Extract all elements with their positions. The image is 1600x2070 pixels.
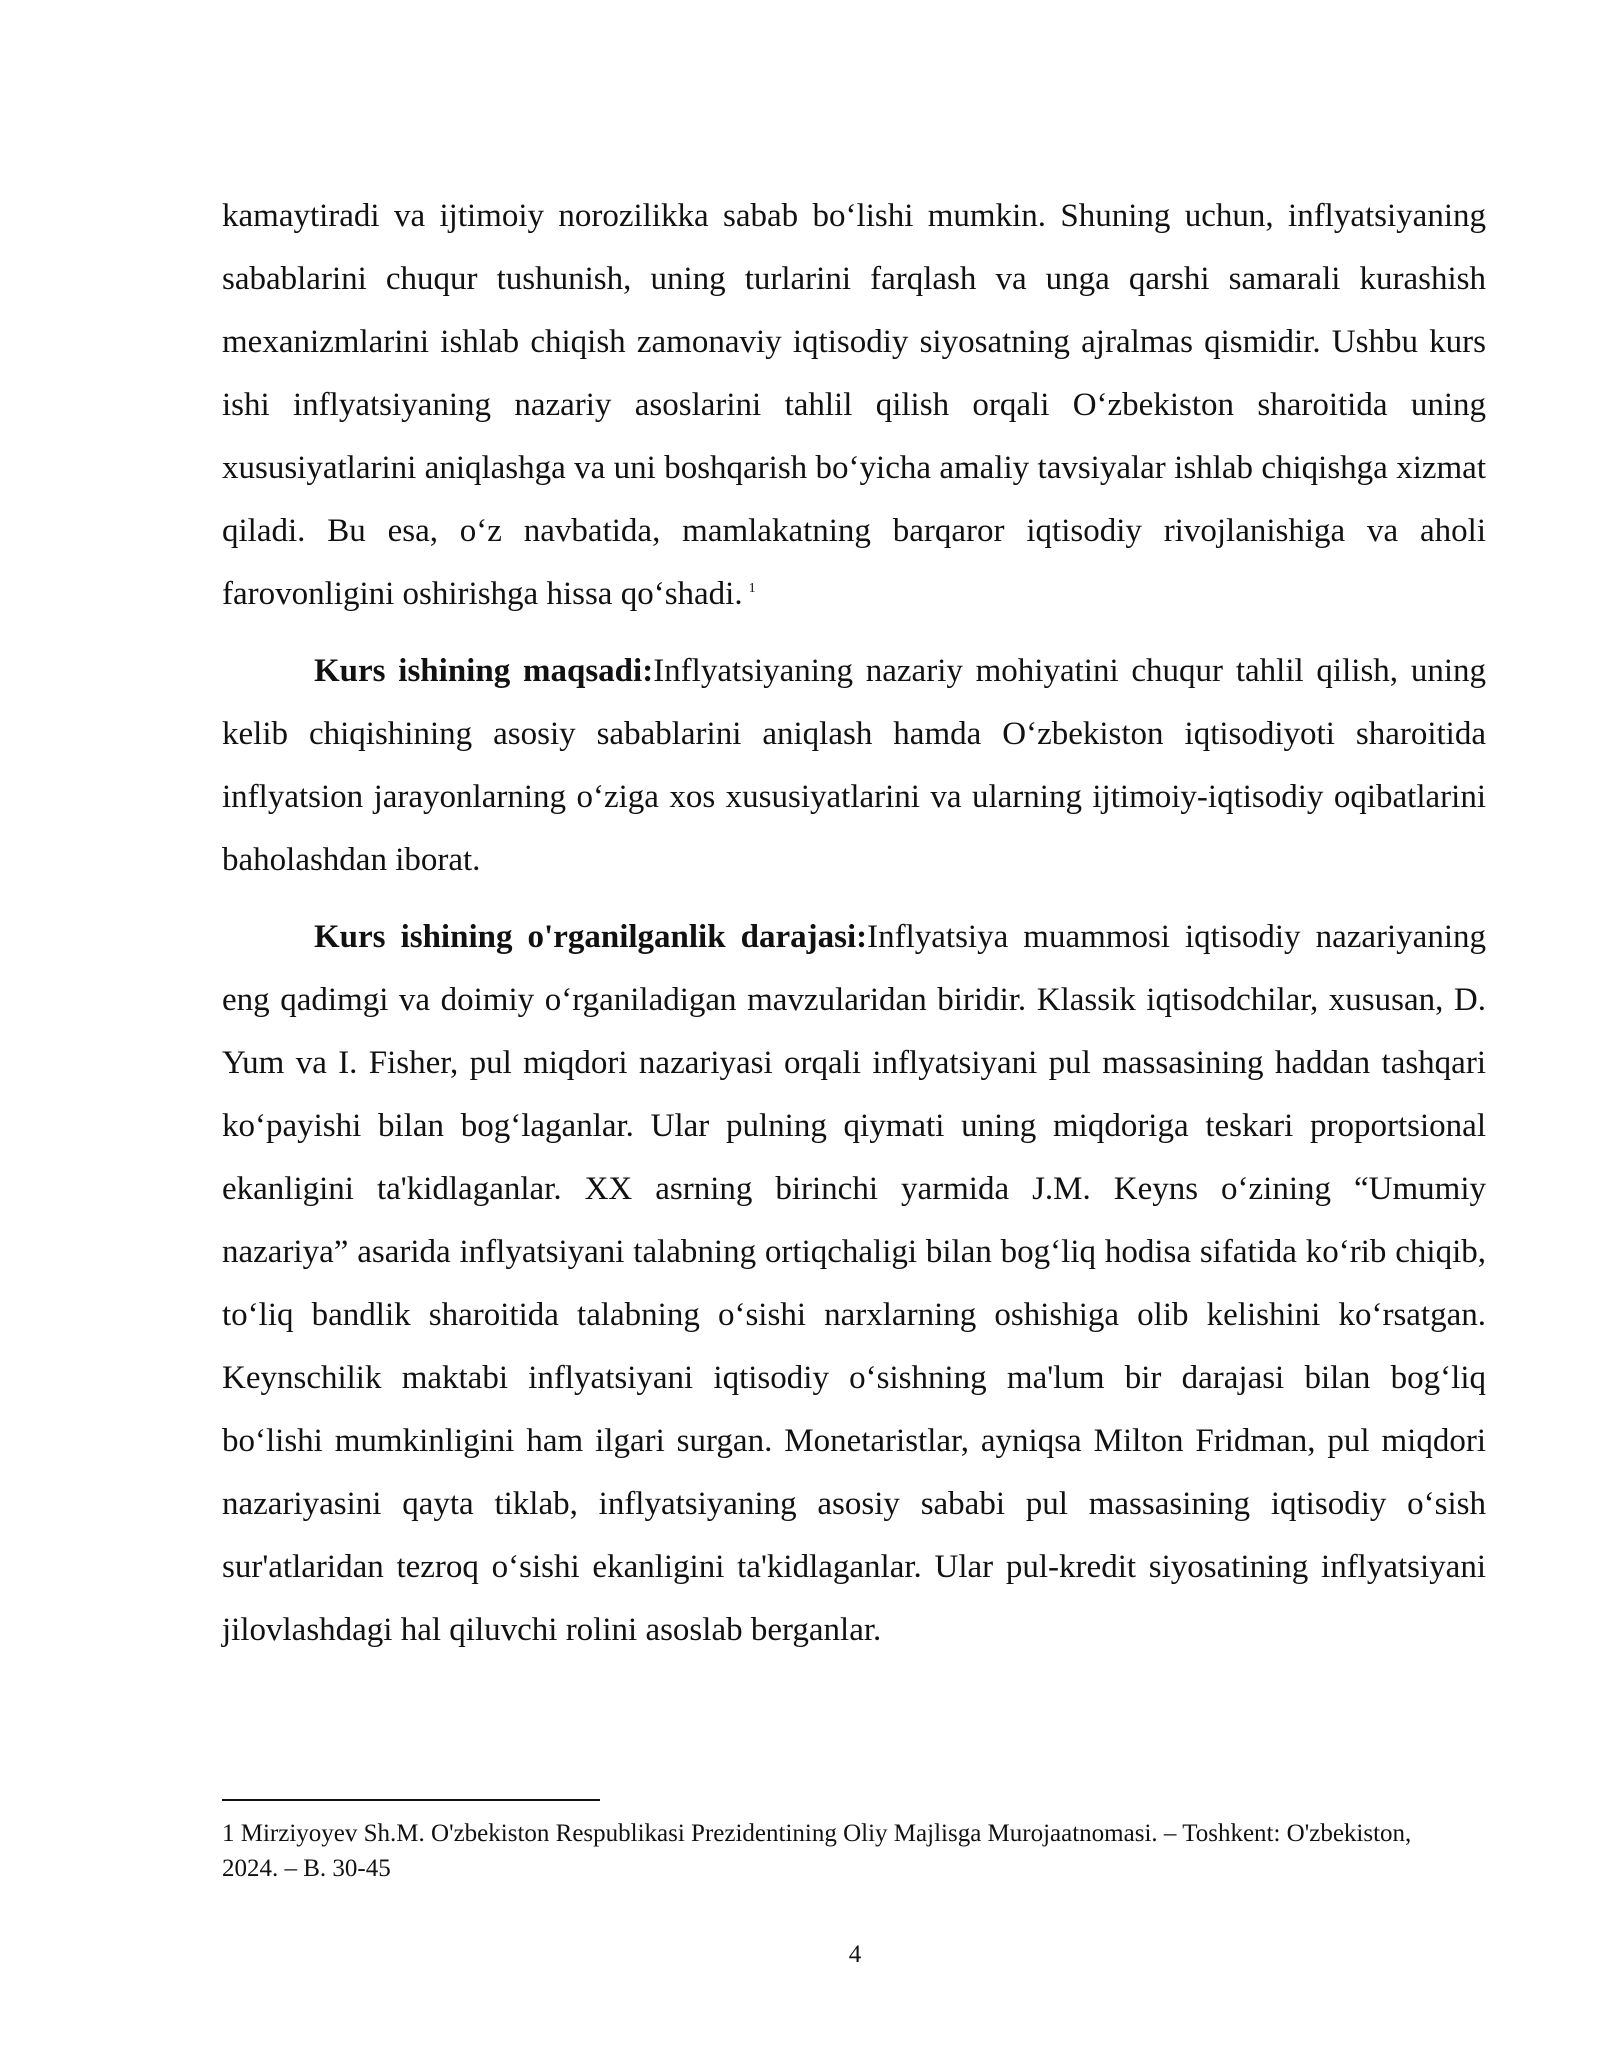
paragraph-study-level xyxy=(222,906,1486,1662)
body-text xyxy=(222,185,1486,1662)
paragraph-text: Inflyatsiya muammosi iqtisodiy nazariyaning eng qadimgi va doimiy o‘rganiladigan mavzularidan biridir. Klassik iqtisodchilar, xususan, D. Yum va I. Fisher, pul miqdori nazariyasi orqali inflyatsiyani pul massasining haddan tashqari ko‘payishi bilan bog‘laganlar. Ular pulning qiymati uning miqdoriga teskari proportsional ekanligini ta'kidlaganlar. XX asrning birinchi yarmida J.M. Keyns o‘zining “Umumiy nazariya” asarida inflyatsiyani talabning ortiqchaligi bilan bog‘liq hodisa sifatida ko‘rib chiqib, to‘liq bandlik sharoitida talabning o‘sishi narxlarning oshishiga olib kelishini ko‘rsatgan. Keynschilik maktabi inflyatsiyani iqtisodiy o‘sishning ma'lum bir darajasi bilan bog‘liq bo‘lishi mumkinligini ham ilgari surgan. Monetaristlar, ayniqsa Milton Fridman, pul miqdori nazariyasini qayta tiklab, inflyatsiyaning asosiy sababi pul massasining iqtisodiy o‘sish sur'atlaridan tezroq o‘sishi ekanligini ta'kidlaganlar. Ular pul-kredit siyosatining inflyatsiyani jilovlashdagi hal qiluvchi rolini asoslab berganlar. xyxy=(222,919,1486,1648)
paragraph-heading: Kurs ishining o'rganilganlik darajasi: xyxy=(314,919,868,955)
footnote-reference[interactable]: 1 xyxy=(748,581,756,596)
paragraph-text: kamaytiradi va ijtimoiy norozilikka sabab bo‘lishi mumkin. Shuning uchun, inflyatsiyaning sabablarini chuqur tushunish, uning turlarini farqlash va unga qarshi samarali kurashish mexanizmlarini ishlab chiqish zamonaviy iqtisodiy siyosatning ajralmas qismidir. Ushbu kurs ishi inflyatsiyaning nazariy asoslarini tahlil qilish orqali O‘zbekiston sharoitida uning xususiyatlarini aniqlashga va uni boshqarish bo‘yicha amaliy tavsiyalar ishlab chiqishga xizmat qiladi. Bu esa, o‘z navbatida, mamlakatning barqaror iqtisodiy rivojlanishiga va aholi farovonligini oshirishga hissa qo‘shadi. xyxy=(222,198,1486,612)
paragraph-heading: Kurs ishining maqsadi: xyxy=(314,653,654,689)
paragraph-text: Inflyatsiyaning nazariy mohiyatini chuqur tahlil qilish, uning kelib chiqishining asosiy sabablarini aniqlash hamda O‘zbekiston iqtisodiyoti sharoitida inflyatsion jarayonlarning o‘ziga xos xususiyatlarini va ularning ijtimoiy-iqtisodiy oqibatlarini baholashdan iborat. xyxy=(222,653,1486,878)
page-number: 4 xyxy=(848,1941,862,1968)
paragraph-continuation xyxy=(222,185,1486,626)
paragraph-aim xyxy=(222,640,1486,892)
footnote-separator xyxy=(222,1799,600,1801)
footnote: 1 Mirziyoyev Sh.M. O'zbekiston Respublikasi Prezidentining Oliy Majlisga Murojaatnomasi. – Toshkent: O'zbekiston, 2024. – B. 30-45 xyxy=(222,1820,1412,1882)
